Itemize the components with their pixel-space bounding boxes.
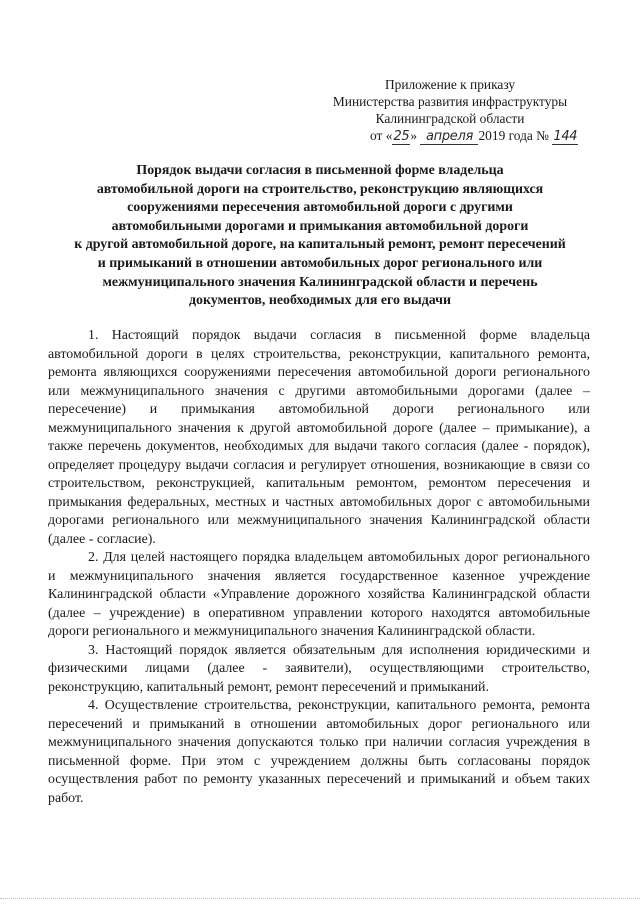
appendix-line-1: Приложение к приказу [384,77,516,92]
title-line: автомобильными дорогами и примыкания автомобильной дороги [111,218,529,234]
title-line: Порядок выдачи согласия в письменной форме владельца [136,163,504,178]
order-month-handwritten: апреля [420,130,478,145]
order-day-handwritten: 25 [393,129,410,144]
title-line: и примыканий в отношении автомобильных дорог регионального или [97,255,543,271]
date-mid: » [410,128,418,143]
appendix-line-3: Калининградской области [375,111,525,126]
year-suffix: 2019 года № [478,128,549,143]
title-line: сооружениями пересечения автомобильной дороги с другими [127,200,513,216]
order-date-line [300,127,600,145]
paragraph-1: 1. Настоящий порядок выдачи согласия в письменной форме владельца автомобильной дороги в целях строительства, реконструкции, капитального ремонта, ремонта являющихся сооружениями пересечения автомобильной дороги регионального или межмуниципального значения с другими автомобильными дорогами (далее – пересечение) и примыкания автомобильной дороги регионального или межмуниципального значения к другой автомобильной дороге (далее – примыкание), а также перечень документов, необходимых для выдачи такого согласия (далее - порядок), определяет процедуру выдачи согласия и регулирует отношения, возникающие в связи со строительством, реконструкцией, капитальным ремонтом, ремонтом пересечения и примыкания федеральных, местных и частных автомобильных дорог с автомобильными дорогами регионального или межмуниципального значения Калининградской области (далее - согласие). [48,328,590,547]
title-line: межмуниципального значения Калининградской области и перечень [102,274,538,290]
order-number-handwritten: 144 [553,129,578,144]
scan-edge-marks [0,898,640,903]
date-prefix: от « [370,128,393,143]
paragraph-4: 4. Осуществление строительства, реконструкции, капитального ремонта, ремонта пересечений и примыканий в отношении автомобильных дорог регионального или межмуниципального значения допускаются только при наличии согласия учреждения в письменной форме. При этом с учреждением должны быть согласованы порядок осуществления работ по ремонту указанных пересечений и примыканий и объем таких работ. [48,698,590,806]
appendix-line-2: Министерства развития инфраструктуры [332,94,568,109]
document-body [48,327,590,808]
paragraph-2: 2. Для целей настоящего порядка владельцем автомобильных дорог регионального и межмуниципального значения является государственное казенное учреждение Калининградской области «Управление дорожного хозяйства Калининградской области (далее – учреждение) в оперативном управлении которого находятся автомобильные дороги регионального и межмуниципального значения Калининградской области. [48,550,590,639]
title-line: автомобильной дороги на строительство, реконструкцию являющихся [96,181,544,197]
title-line: документов, необходимых для его выдачи [188,293,452,309]
title-line: к другой автомобильной дороге, на капитальный ремонт, ремонт пересечений [74,237,566,253]
document-title [40,162,600,311]
paragraph-3: 3. Настоящий порядок является обязательным для исполнения юридическими и физическими лицами (далее - заявители), осуществляющими строительство, реконструкцию, капитальный ремонт, ремонт пересечений и примыканий. [48,642,590,695]
appendix-header [300,76,600,145]
